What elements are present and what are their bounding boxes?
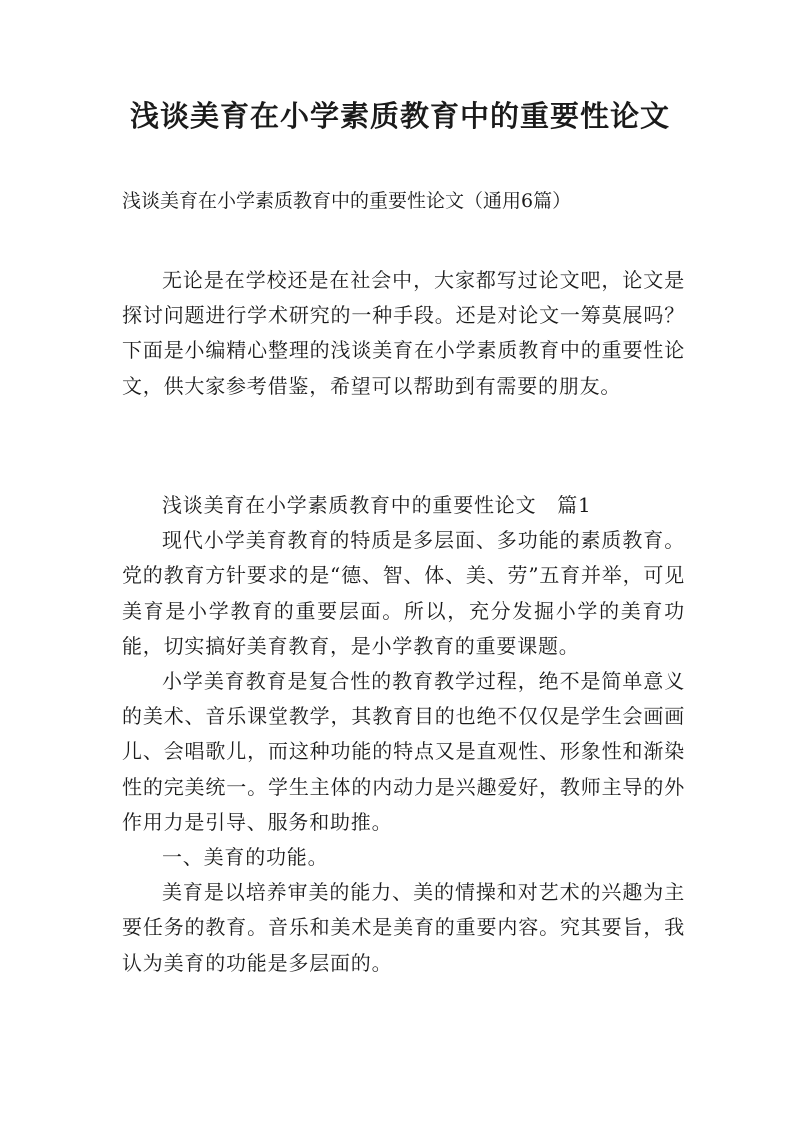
subheading-functions: 一、美育的功能。 <box>162 845 329 870</box>
section-1 <box>122 488 685 981</box>
body-paragraph-3: 美育是以培养审美的能力、美的情操和对艺术的兴趣为主要任务的教育。音乐和美术是美育的重要内容。究其要旨，我认为美育的功能是多层面的。 <box>122 880 685 975</box>
body-paragraph-1: 现代小学美育教育的特质是多层面、多功能的素质教育。党的教育方针要求的是“德、智、体、美、劳”五育并举，可见美育是小学教育的重要层面。所以，充分发掘小学的美育功能，切实搞好美育教育，是小学教育的重要课题。 <box>122 528 685 658</box>
intro-paragraph: 无论是在学校还是在社会中，大家都写过论文吧，论文是探讨问题进行学术研究的一种手段。还是对论文一筹莫展吗？下面是小编精心整理的浅谈美育在小学素质教育中的重要性论文，供大家参考借鉴，希望可以帮助到有需要的朋友。 <box>122 268 685 398</box>
section-heading: 浅谈美育在小学素质教育中的重要性论文 篇1 <box>162 493 592 517</box>
document-subtitle: 浅谈美育在小学素质教育中的重要性论文（通用6篇） <box>122 190 572 212</box>
intro-block <box>122 263 685 404</box>
document-title: 浅谈美育在小学素质教育中的重要性论文 <box>129 99 670 133</box>
body-paragraph-2: 小学美育教育是复合性的教育教学过程，绝不是简单意义的美术、音乐课堂教学，其教育目的也绝不仅仅是学生会画画儿、会唱歌儿，而这种功能的特点又是直观性、形象性和渐染性的完美统一。学生主体的内动力是兴趣爱好，教师主导的外作用力是引导、服务和助推。 <box>122 669 685 834</box>
